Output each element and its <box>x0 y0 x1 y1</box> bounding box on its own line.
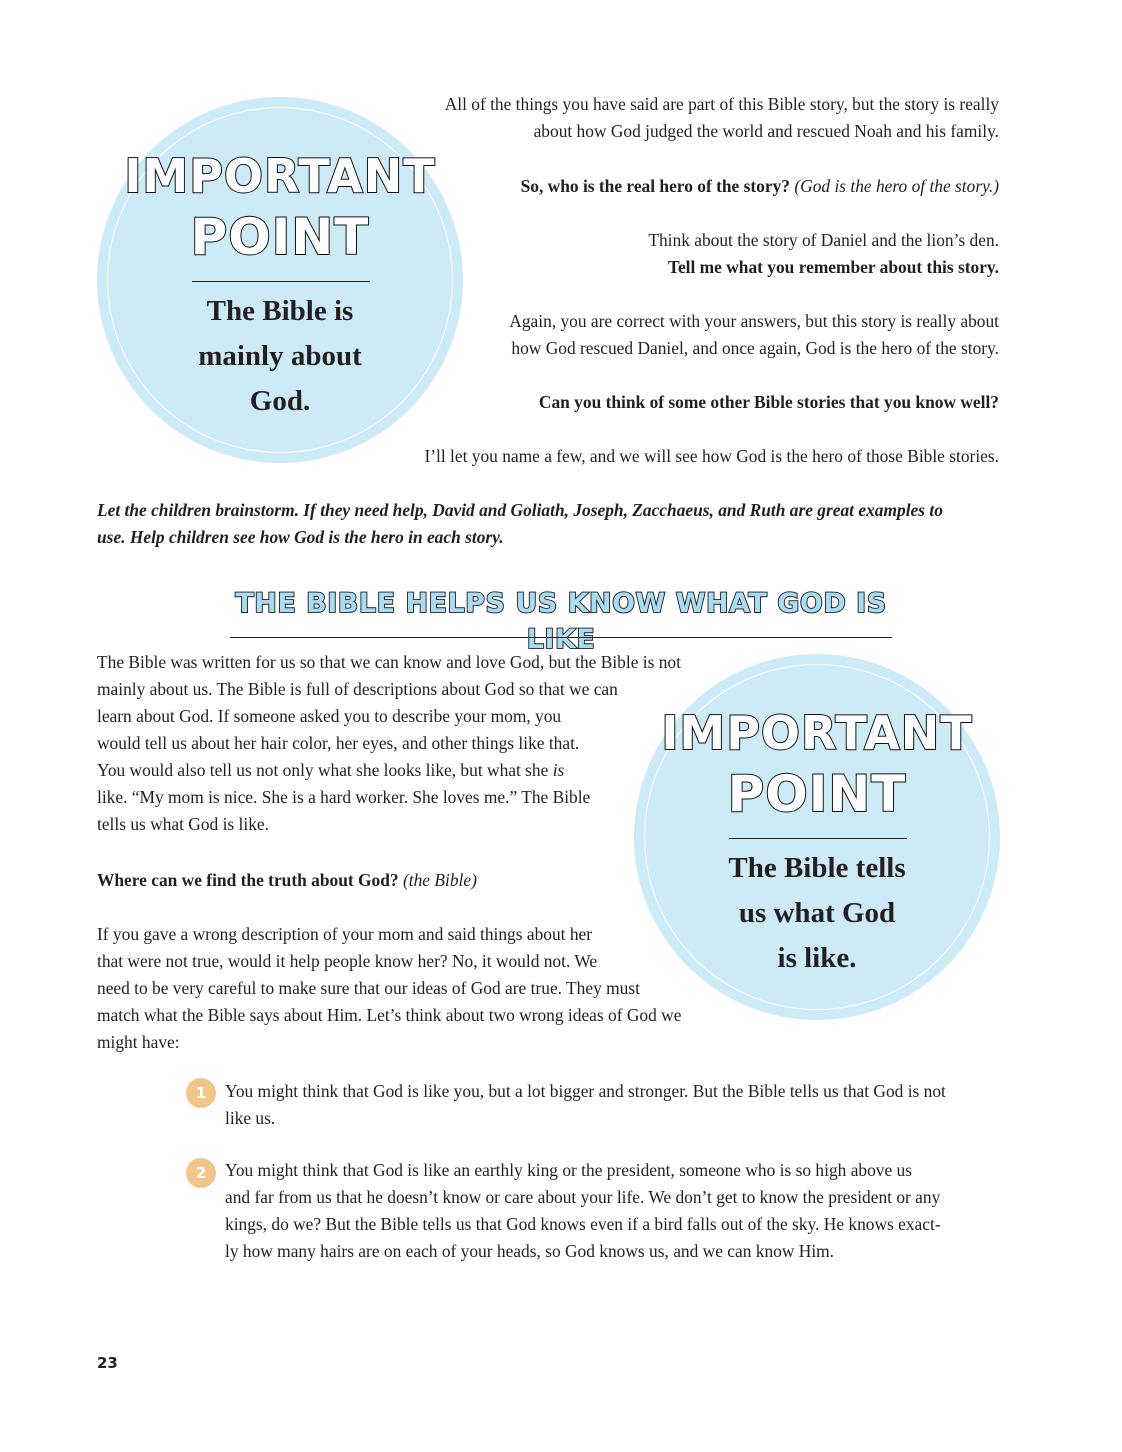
callout-text <box>157 289 403 424</box>
text-line: All of the things you have said are part of this Bible story, but the story is really <box>444 94 999 114</box>
question-truth <box>97 867 477 894</box>
callout-text-line: The Bible is <box>206 295 354 327</box>
important-point-callout-2 <box>634 654 1000 1020</box>
intro-paragraph-4: I’ll let you name a few, and we will see how God is the hero of those Bible stories. <box>424 446 999 466</box>
text-line: like us. <box>225 1108 276 1128</box>
text-line: match what the Bible says about Him. Let’s think about two wrong ideas of God we <box>97 1005 682 1025</box>
text-line: how God rescued Daniel, and once again, God is the hero of the story. <box>511 338 999 358</box>
section-divider <box>230 637 892 638</box>
callout-text-line: The Bible tells <box>728 852 906 884</box>
text-line: kings, do we? But the Bible tells us that God knows even if a bird falls out of the sky. He knows exact- <box>225 1214 941 1234</box>
list-item-1 <box>225 1078 946 1132</box>
text-line: Let the children brainstorm. If they need help, David and Goliath, Joseph, Zacchaeus, and Ruth are great examples to <box>97 500 943 520</box>
prompt-text: Tell me what you remember about this story. <box>667 257 999 277</box>
callout-heading-line2: POINT <box>190 208 370 266</box>
text-line: about how God judged the world and rescued Noah and his family. <box>533 121 999 141</box>
answer-text: (God is the hero of the story.) <box>794 176 999 196</box>
text-line: tells us what God is like. <box>97 814 269 834</box>
callout-heading-line2: POINT <box>727 765 907 823</box>
body-paragraph-2 <box>97 921 681 1056</box>
text-line: If you gave a wrong description of your mom and said things about her <box>97 924 593 944</box>
list-item-2 <box>225 1157 941 1265</box>
question-text: Where can we find the truth about God? <box>97 870 399 890</box>
question-other-stories: Can you think of some other Bible stories that you know well? <box>538 392 999 412</box>
text-line: You might think that God is like you, but a lot bigger and stronger. But the Bible tells us that God is not <box>225 1081 946 1101</box>
text-line: would tell us about her hair color, her eyes, and other things like that. <box>97 733 580 753</box>
leader-instruction <box>97 497 943 551</box>
intro-paragraph-2 <box>648 227 999 281</box>
text-line: learn about God. If someone asked you to describe your mom, you <box>97 706 562 726</box>
intro-paragraph-3 <box>509 308 999 362</box>
text-line: You might think that God is like an earthly king or the president, someone who is so high above us <box>225 1160 913 1180</box>
text-span: You would also tell us not only what she looks like, but what she <box>97 760 553 780</box>
question-hero <box>521 173 999 200</box>
section-title: THE BIBLE HELPS US KNOW WHAT GOD IS LIKE <box>235 588 887 655</box>
text-line: and far from us that he doesn’t know or care about your life. We don’t get to know the president or any <box>225 1187 941 1207</box>
callout-text-line: us what God <box>738 897 896 929</box>
list-number-badge-1: 1 <box>186 1078 216 1108</box>
callout-text-line: God. <box>249 385 311 417</box>
callout-text-line: is like. <box>777 942 857 974</box>
text-line: ly how many hairs are on each of your heads, so God knows us, and we can know Him. <box>225 1241 835 1261</box>
callout-divider <box>729 838 907 839</box>
question-text: So, who is the real hero of the story? <box>520 176 790 196</box>
text-line: that were not true, would it help people know her? No, it would not. We <box>97 951 598 971</box>
text-line <box>97 757 681 784</box>
text-line: Again, you are correct with your answers, but this story is really about <box>509 311 999 331</box>
text-line: Think about the story of Daniel and the lion’s den. <box>648 230 999 250</box>
callout-text <box>694 846 940 981</box>
page-number: 23 <box>97 1354 118 1372</box>
callout-text-line: mainly about <box>198 340 362 372</box>
text-line: like. “My mom is nice. She is a hard worker. She loves me.” The Bible <box>97 787 591 807</box>
text-line: use. Help children see how God is the hero in each story. <box>97 527 504 547</box>
answer-text: (the Bible) <box>402 870 477 890</box>
callout-heading-line1: IMPORTANT <box>661 706 973 760</box>
list-number-badge-2: 2 <box>186 1158 216 1188</box>
text-line: need to be very careful to make sure that our ideas of God are true. They must <box>97 978 640 998</box>
text-line: The Bible was written for us so that we can know and love God, but the Bible is not <box>97 652 681 672</box>
text-line: mainly about us. The Bible is full of descriptions about God so that we can <box>97 679 618 699</box>
callout-divider <box>192 281 370 282</box>
emphasis-text: is <box>552 760 565 780</box>
callout-heading-line1: IMPORTANT <box>124 149 436 203</box>
important-point-callout-1 <box>97 97 463 463</box>
body-paragraph-1 <box>97 649 681 838</box>
text-line: might have: <box>97 1032 180 1052</box>
intro-paragraph-1 <box>445 91 999 145</box>
